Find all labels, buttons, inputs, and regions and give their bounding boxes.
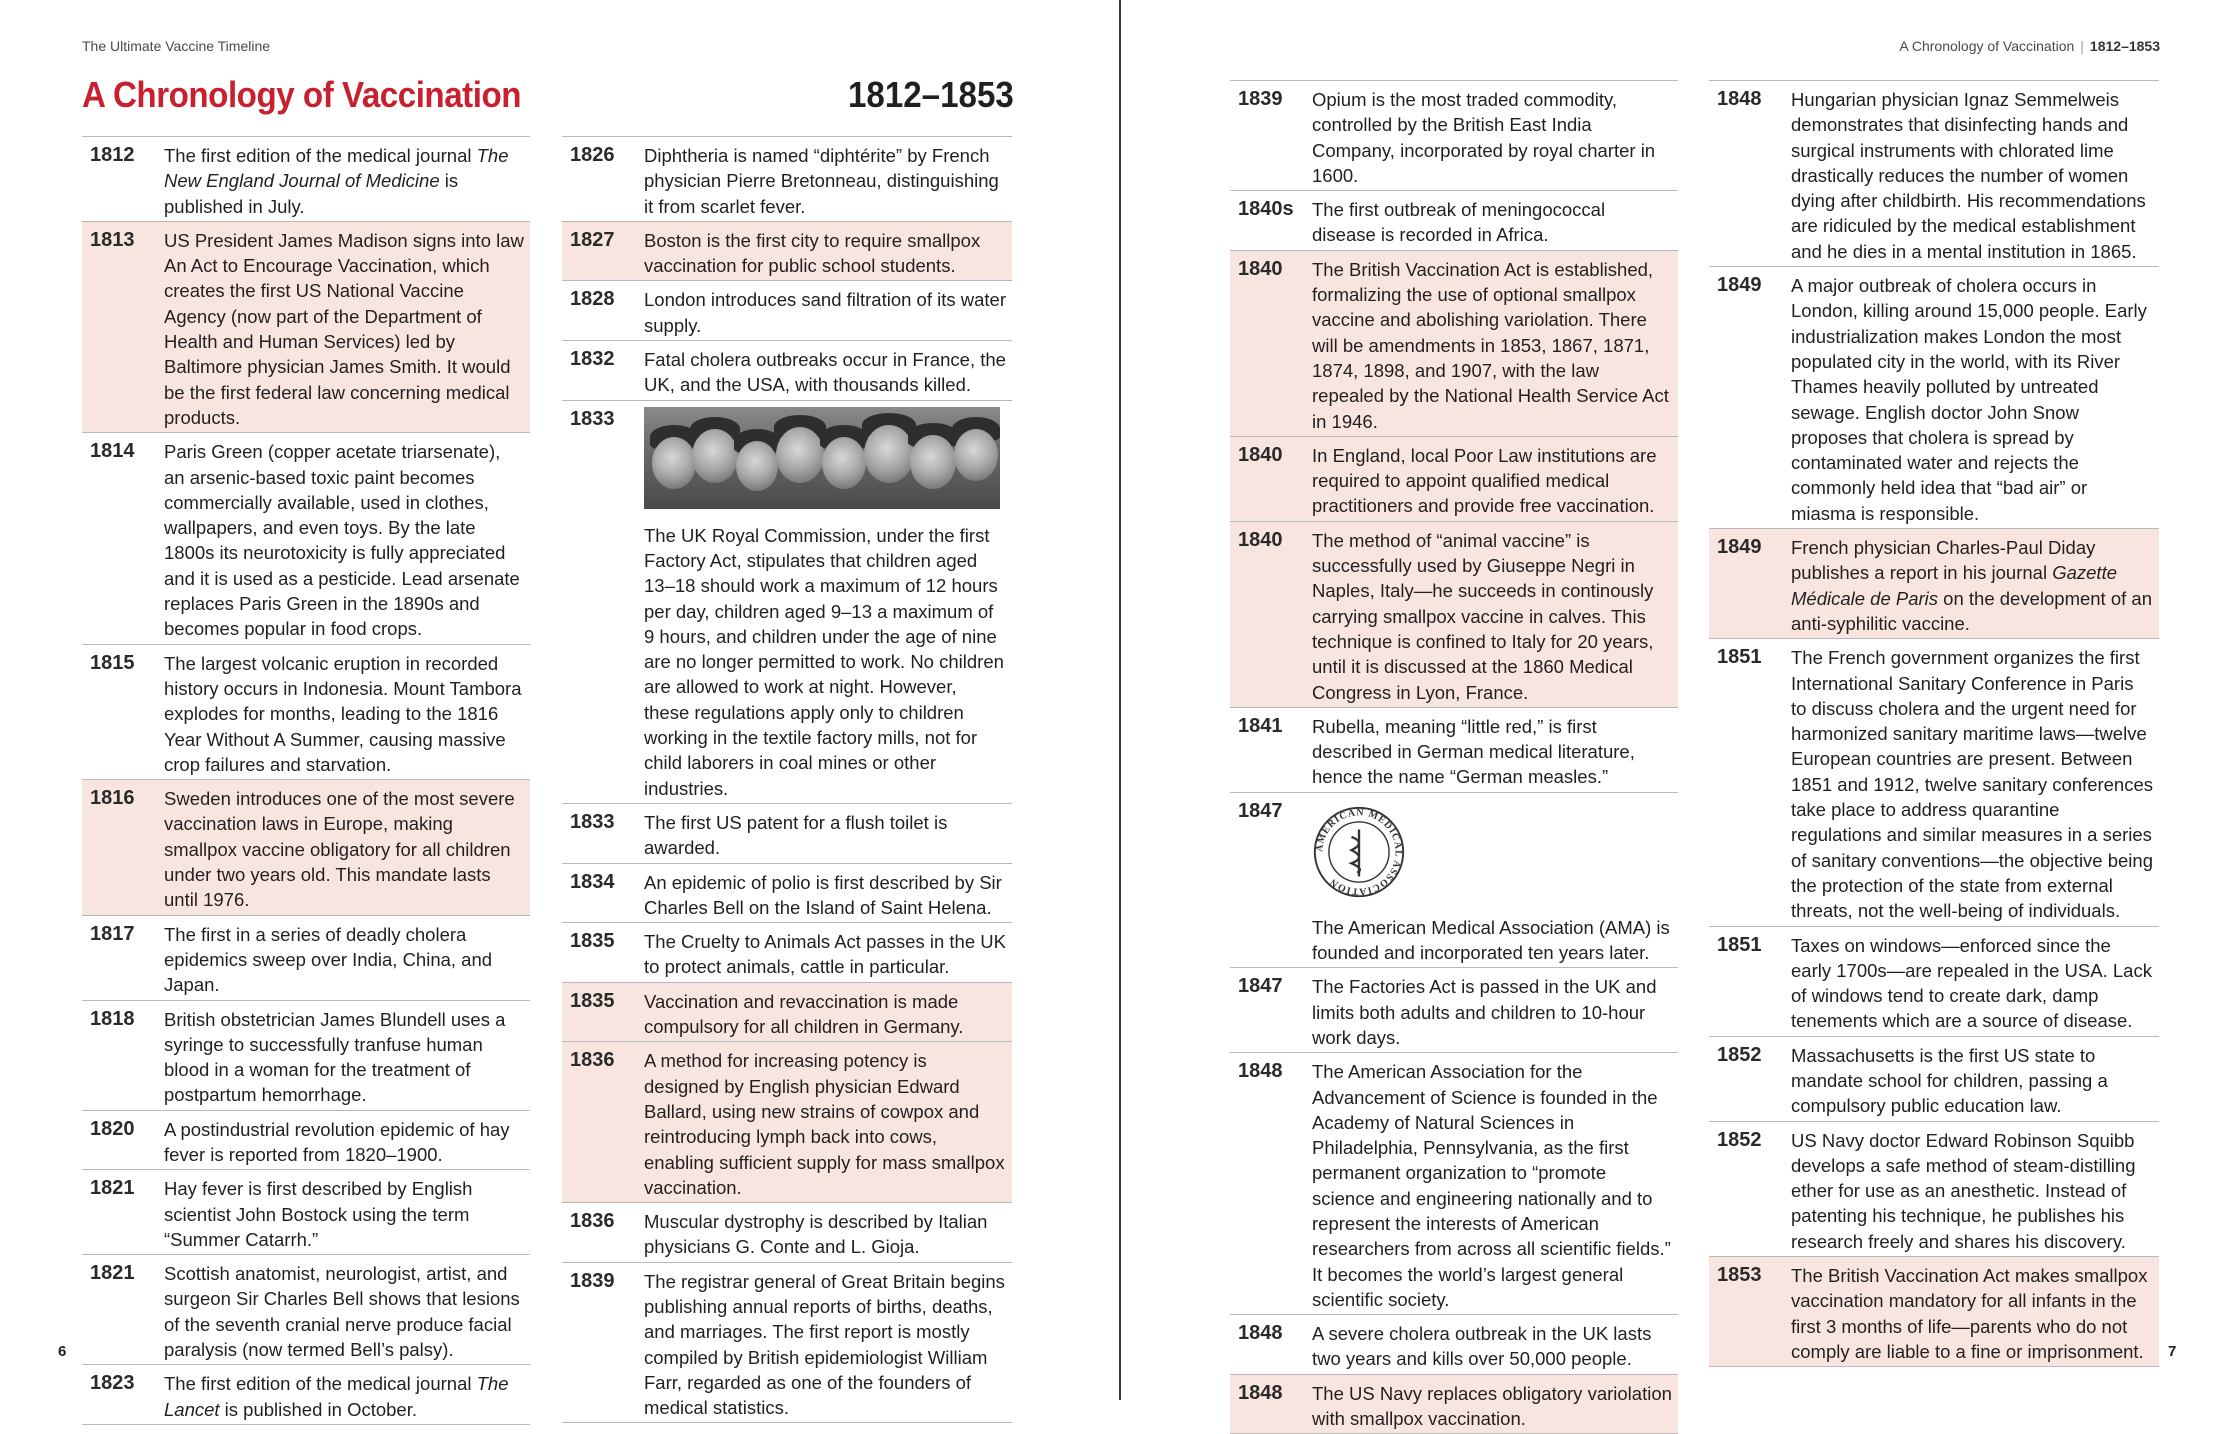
entry-description: Taxes on windows—enforced since the early 1700s—are repealed in the USA. Lack of windows tend to create dark, damp tenements which are a source of disease.: [1791, 934, 2152, 1032]
timeline-entry: [562, 863, 1012, 923]
entry-description: The Factories Act is passed in the UK and limits both adults and children to 10-hour work days.: [1312, 976, 1657, 1048]
entry-year: 1828: [570, 288, 615, 311]
entry-text: [164, 1176, 524, 1252]
entry-description: The UK Royal Commission, under the first Factory Act, stipulates that children aged 13–18 should work a maximum of 12 hours per day, children aged 9–13 a maximum of 9 hours, and children under the age of nine are no longer permitted to work. No children are allowed to work at night. However, these regulations apply only to children working in the textile factory mills, not for child laborers in coal mines or other industries.: [644, 524, 1004, 799]
entry-year: 1833: [570, 810, 615, 833]
entry-text: [164, 1261, 524, 1362]
page-number-left: 6: [58, 1343, 67, 1360]
timeline-entry: [1709, 80, 2159, 266]
timeline-entry: [82, 1169, 530, 1254]
entry-text: [644, 929, 1006, 980]
entry-text: [1312, 1059, 1672, 1312]
entry-year: 1852: [1717, 1043, 1762, 1066]
entry-text: [1312, 1381, 1672, 1432]
running-head-separator: |: [2080, 38, 2084, 54]
running-head-right: [1899, 38, 2160, 54]
timeline-entry: [82, 1110, 530, 1170]
ama-seal-logo: [1312, 805, 1406, 899]
entry-text: [644, 989, 1006, 1040]
entry-description: The largest volcanic eruption in recorded history occurs in Indonesia. Mount Tambora explodes for months, leading to the 1816 Year Without A Summer, causing massive crop failures and starvation.: [164, 652, 522, 775]
entry-text: [644, 407, 1006, 801]
entry-description: French physician Charles-Paul Diday publishes a report in his journal Gazette Médicale de Paris on the development of an anti-syphilitic vaccine.: [1791, 537, 2152, 634]
entry-text: [1791, 1263, 2153, 1364]
entry-year: 1851: [1717, 933, 1762, 956]
entry-text: [164, 651, 524, 777]
entry-description: Vaccination and revaccination is made compulsory for all children in Germany.: [644, 990, 964, 1038]
timeline-entry: [562, 400, 1012, 803]
entry-year: 1816: [90, 787, 135, 810]
timeline-entry: [1230, 1052, 1678, 1314]
entry-text: [164, 1371, 524, 1422]
entry-text: [1791, 273, 2153, 526]
entry-description: The first in a series of deadly cholera epidemics sweep over India, China, and Japan.: [164, 923, 493, 996]
entry-description: Boston is the first city to require smallpox vaccination for public school students.: [644, 229, 981, 277]
entry-description: A postindustrial revolution epidemic of hay fever is reported from 1820–1900.: [164, 1118, 510, 1165]
entry-text: [1312, 974, 1672, 1050]
entry-description: The US Navy replaces obligatory variolation with smallpox vaccination.: [1312, 1382, 1672, 1430]
timeline-entry: [1709, 1036, 2159, 1121]
italic-title: The Lancet: [164, 1373, 509, 1420]
entry-description: The first edition of the medical journal The Lancet is published in October.: [164, 1373, 509, 1420]
entry-description: The British Vaccination Act makes smallpox vaccination mandatory for all infants in the first 3 months of life—parents who do not comply are liable to a fine or imprisonment.: [1791, 1265, 2148, 1362]
timeline-entry: [1230, 1374, 1678, 1434]
timeline-entry: [1709, 528, 2159, 638]
entry-description: London introduces sand filtration of its water supply.: [644, 289, 1006, 336]
entry-text: [1312, 1321, 1672, 1372]
entry-year: 1848: [1238, 1381, 1283, 1404]
entry-year: 1847: [1238, 799, 1283, 822]
entry-text: [164, 786, 524, 912]
entry-text: [1312, 714, 1672, 790]
running-head-range: 1812–1853: [2089, 38, 2160, 54]
date-range-heading: 1812–1853: [848, 74, 1014, 115]
entry-text: [164, 143, 524, 219]
child-laborers-photo: [644, 407, 1000, 509]
entry-description: Opium is the most traded commodity, controlled by the British East India Company, incorporated by royal charter in 1600.: [1312, 89, 1656, 186]
entry-description: The Cruelty to Animals Act passes in the UK to protect animals, cattle in particular.: [644, 931, 1006, 978]
entry-text: [644, 1269, 1006, 1421]
entry-description: US Navy doctor Edward Robinson Squibb develops a safe method of steam-distilling ether for use as an anesthetic. Instead of patenting his technique, he publishes his research freely and shares his discovery.: [1791, 1129, 2136, 1252]
timeline-column-1: [82, 136, 530, 1425]
entry-text: [164, 1117, 524, 1168]
entry-text: [1791, 87, 2153, 264]
entry-description: Paris Green (copper acetate triarsenate), an arsenic-based toxic paint becomes commercially available, used in clothes, wallpapers, and even toys. By the late 1800s its neurotoxicity is fully appreciated and it is used as a pesticide. Lead arsenate replaces Paris Green in the 1890s and becomes popular in food crops.: [164, 441, 520, 640]
entry-year: 1813: [90, 228, 135, 251]
timeline-entry: [82, 644, 530, 779]
entry-text: [1312, 528, 1672, 705]
timeline-entry: [562, 803, 1012, 863]
timeline-entry: [82, 221, 530, 432]
entry-year: 1847: [1238, 975, 1283, 998]
entry-year: 1848: [1717, 88, 1762, 110]
entry-year: 1853: [1717, 1264, 1762, 1287]
entry-description: Fatal cholera outbreaks occur in France, the UK, and the USA, with thousands killed.: [644, 349, 1006, 396]
entry-year: 1840: [1238, 257, 1283, 280]
entry-description: Muscular dystrophy is described by Italian physicians G. Conte and L. Gioja.: [644, 1211, 988, 1258]
entry-text: [164, 439, 524, 641]
entry-year: 1840: [1238, 443, 1283, 466]
entry-text: [1312, 87, 1672, 188]
entry-text: [1312, 799, 1672, 966]
timeline-entry: [1230, 967, 1678, 1052]
entry-year: 1832: [570, 348, 615, 371]
entry-text: [164, 228, 524, 430]
entry-year: 1834: [570, 870, 615, 893]
page-number-right: 7: [2168, 1343, 2177, 1360]
entry-year: 1818: [90, 1007, 135, 1030]
entry-year: 1821: [90, 1262, 135, 1285]
entry-description: Hay fever is first described by English scientist John Bostock using the term “Summer Catarrh.”: [164, 1178, 473, 1250]
entry-text: [644, 870, 1006, 921]
timeline-entry: [1230, 792, 1678, 968]
entry-description: Rubella, meaning “little red,” is first described in German medical literature, hence the name “German measles.”: [1312, 715, 1635, 788]
entry-description: The American Medical Association (AMA) is founded and incorporated ten years later.: [1312, 916, 1670, 964]
timeline-entry: [562, 922, 1012, 982]
italic-title: The New England Journal of Medicine: [164, 145, 509, 192]
entry-description: Sweden introduces one of the most severe vaccination laws in Europe, making smallpox vaccine obligatory for all children under two years old. This mandate lasts until 1976.: [164, 788, 515, 911]
timeline-entry: [562, 1202, 1012, 1262]
timeline-entry: [1230, 707, 1678, 792]
timeline-entry: [1709, 638, 2159, 925]
timeline-entry: [1709, 1121, 2159, 1256]
book-spine: [1119, 0, 1121, 1400]
entry-year: 1839: [1238, 88, 1283, 110]
running-head-section: A Chronology of Vaccination: [1899, 38, 2075, 54]
timeline-entry: [1230, 521, 1678, 707]
timeline-entry: [1230, 190, 1678, 250]
entry-year: 1817: [90, 922, 135, 945]
entry-text: [644, 143, 1006, 219]
entry-year: 1841: [1238, 714, 1283, 737]
timeline-entry: [562, 221, 1012, 281]
timeline-entry: [1709, 926, 2159, 1036]
timeline-entry: [82, 1254, 530, 1364]
timeline-entry: [562, 1262, 1012, 1424]
entry-year: 1851: [1717, 646, 1762, 669]
entry-description: British obstetrician James Blundell uses a syringe to successfully tranfuse human blood in a woman for the treatment of postpartum hemorrhage.: [164, 1008, 506, 1106]
entry-description: Massachusetts is the first US state to mandate school for children, passing a compulsory public education law.: [1791, 1044, 2108, 1117]
timeline-entry: [82, 432, 530, 643]
timeline-column-4: [1709, 80, 2159, 1367]
italic-title: Gazette Médicale de Paris: [1791, 562, 2118, 609]
timeline-column-3: [1230, 80, 1678, 1434]
timeline-column-2: [562, 136, 1012, 1423]
entry-year: 1814: [90, 440, 135, 463]
entry-description: The American Association for the Advancement of Science is founded in the Academy of Natural Sciences in Philadelphia, Pennsylvania, as the first permanent organization to “promote science and engineering nationally and to represent the interests of American researchers from across all scientific fields.” It becomes the world’s largest general scientific society.: [1312, 1061, 1671, 1310]
entry-description: In England, local Poor Law institutions are required to appoint qualified medical practitioners and provide free vaccination.: [1312, 444, 1657, 517]
entry-year: 1833: [570, 407, 615, 430]
entry-description: An epidemic of polio is first described by Sir Charles Bell on the Island of Saint Helena.: [644, 871, 1002, 918]
ama-seal-wrapper: [1312, 799, 1672, 915]
entry-year: 1849: [1717, 536, 1762, 559]
timeline-entry: [82, 1000, 530, 1110]
timeline-entry: [1230, 1314, 1678, 1374]
entry-year: 1836: [570, 1210, 615, 1233]
entry-year: 1835: [570, 989, 615, 1012]
entry-description: The first edition of the medical journal The New England Journal of Medicine is published in July.: [164, 145, 509, 217]
entry-description: The first US patent for a flush toilet is awarded.: [644, 811, 948, 859]
entry-text: [1312, 443, 1672, 519]
entry-year: 1852: [1717, 1128, 1762, 1151]
running-head-left: The Ultimate Vaccine Timeline: [82, 38, 271, 54]
timeline-entry: [82, 1364, 530, 1425]
entry-description: A severe cholera outbreak in the UK lasts two years and kills over 50,000 people.: [1312, 1323, 1652, 1370]
entry-year: 1815: [90, 651, 135, 674]
timeline-entry: [1709, 266, 2159, 528]
entry-description: Scottish anatomist, neurologist, artist, and surgeon Sir Charles Bell shows that lesions of the seventh cranial nerve produce facial paralysis (now termed Bell’s palsy).: [164, 1263, 520, 1361]
entry-text: [644, 1209, 1006, 1260]
timeline-entry: [82, 915, 530, 1000]
entry-year: 1840: [1238, 528, 1283, 551]
entry-text: [1791, 1043, 2153, 1119]
entry-text: [1791, 645, 2153, 923]
entry-year: 1823: [90, 1372, 135, 1395]
entry-description: The first outbreak of meningococcal disease is recorded in Africa.: [1312, 199, 1606, 246]
timeline-entry: [562, 340, 1012, 400]
timeline-entry: [1709, 1256, 2159, 1367]
svg-text:AMERICAN MEDICAL ASSOCIATION: AMERICAN MEDICAL ASSOCIATION: [1314, 806, 1404, 897]
entry-year: 1821: [90, 1177, 135, 1200]
entry-year: 1836: [570, 1049, 615, 1072]
timeline-entry: [562, 1041, 1012, 1202]
entry-year: 1812: [90, 144, 135, 166]
timeline-entry: [82, 779, 530, 914]
timeline-entry: [82, 136, 530, 221]
entry-year: 1826: [570, 144, 615, 166]
entry-year: 1848: [1238, 1322, 1283, 1345]
timeline-entry: [562, 982, 1012, 1042]
entry-year: 1820: [90, 1117, 135, 1140]
timeline-entry: [562, 280, 1012, 340]
entry-text: [1791, 1128, 2153, 1254]
page-title: A Chronology of Vaccination: [82, 74, 522, 115]
entry-text: [164, 922, 524, 998]
entry-description: A method for increasing potency is designed by English physician Edward Ballard, using new strains of cowpox and reintroducing lymph back into cows, enabling sufficient supply for mass smallpox vaccination.: [644, 1050, 1005, 1198]
entry-text: [164, 1007, 524, 1108]
entry-text: [644, 228, 1006, 279]
entry-year: 1835: [570, 930, 615, 953]
entry-description: US President James Madison signs into law An Act to Encourage Vaccination, which creates the first US National Vaccine Agency (now part of the Department of Health and Human Services) led by Baltimore physician James Smith. It would be the first federal law concerning medical products.: [164, 229, 524, 428]
entry-year: 1848: [1238, 1060, 1283, 1083]
entry-text: [1312, 197, 1672, 248]
entry-description: The method of “animal vaccine” is successfully used by Giuseppe Negri in Naples, Italy—he succeeds in continously carrying smallpox vaccine in calves. This technique is confined to Italy for 20 years, until it is discussed at the 1860 Medical Congress in Lyon, France.: [1312, 529, 1654, 703]
entry-description: Diphtheria is named “diphtérite” by French physician Pierre Bretonneau, distinguishing it from scarlet fever.: [644, 145, 999, 217]
entry-text: [1312, 257, 1672, 434]
timeline-entry: [562, 136, 1012, 221]
entry-year: 1840s: [1238, 198, 1294, 221]
entry-description: The registrar general of Great Britain begins publishing annual reports of births, deaths, and marriages. The first report is mostly compiled by British epidemiologist William Farr, regarded as one of the founders of medical statistics.: [644, 1270, 1005, 1419]
entry-text: [1791, 535, 2153, 636]
timeline-entry: [1230, 436, 1678, 521]
timeline-entry: [1230, 250, 1678, 436]
entry-description: The British Vaccination Act is established, formalizing the use of optional smallpox vaccine and abolishing variolation. There will be amendments in 1853, 1867, 1871, 1874, 1898, and 1907, with the law repealed by the National Health Service Act in 1946.: [1312, 258, 1669, 432]
entry-description: The French government organizes the first International Sanitary Conference in Paris to discuss cholera and the urgent need for harmonized sanitary maritime laws—twelve European countries are present. Between 1851 and 1912, twelve sanitary conferences take place to address quarantine regulations and similar measures in a series of sanitary conventions—the objective being the protection of the state from external threats, not the well-being of individuals.: [1791, 647, 2154, 922]
entry-description: Hungarian physician Ignaz Semmelweis demonstrates that disinfecting hands and surgical instruments with chlorated lime drastically reduces the number of women dying after childbirth. His recommendations are ridiculed by the medical establishment and he dies in a mental institution in 1865.: [1791, 89, 2146, 262]
entry-year: 1849: [1717, 274, 1762, 297]
entry-text: [644, 1048, 1006, 1200]
entry-text: [1791, 933, 2153, 1034]
entry-text: [644, 347, 1006, 398]
entry-year: 1839: [570, 1269, 615, 1292]
entry-text: [644, 810, 1006, 861]
entry-text: [644, 287, 1006, 338]
entry-description: A major outbreak of cholera occurs in London, killing around 15,000 people. Early industrialization makes London the most populated city in the world, with its River Thames heavily polluted by untreated sewage. English doctor John Snow proposes that cholera is spread by contaminated water and rejects the commonly held idea that “bad air” or miasma is responsible.: [1791, 275, 2147, 524]
entry-year: 1827: [570, 228, 615, 251]
timeline-entry: [1230, 80, 1678, 190]
